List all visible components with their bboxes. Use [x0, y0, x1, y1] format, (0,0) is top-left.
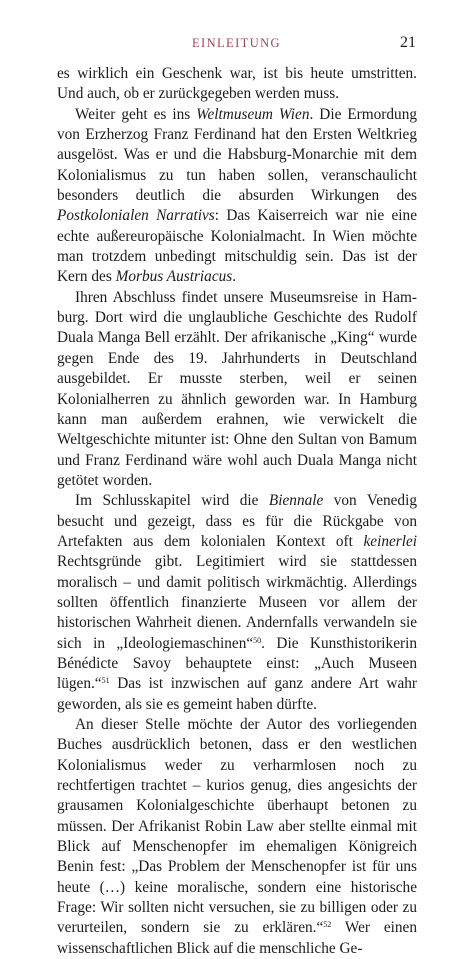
italic-text: Weltmuseum Wien [196, 105, 310, 123]
running-head [0, 34, 473, 54]
text-run: von Venedig besucht und gezeigt, dass es für die Rückgabe von Artefakten aus dem kolonialen Kontext oft [57, 492, 417, 550]
body-text [57, 64, 417, 959]
text-run: Im Schlusskapitel wird die [75, 492, 269, 510]
paragraph [57, 288, 417, 491]
text-run: Weiter geht es ins [75, 105, 197, 123]
paragraph [57, 491, 417, 715]
text-run: Rechtsgründe gibt. Legitimiert wird sie stattdessen moralisch – und damit politisch wirkmächtig. Allerdings sollten öffentlich finanzierte Museen vor allem der historischen Wahrheit dienen. Andernfalls verwandeln sie sich in „Ideologiemaschinen“ [57, 553, 417, 652]
chapter-title: EINLEITUNG [192, 36, 281, 50]
text-run: . Die Kunsthistorikerin Bénédicte Savoy behauptete einst: „Auch Museen lügen.“ [57, 634, 417, 693]
italic-text: Biennale [268, 492, 324, 510]
text-run: . [232, 268, 237, 286]
italic-text: Postkolonialen Narrativs [57, 207, 215, 225]
footnote-ref: 50 [253, 635, 262, 645]
text-run: : Das Kaiserreich war nie eine echte außereuropäische Kolonialmacht. In Wien möchte man trotzdem unbedingt mitschuldig sein. Das ist der Kern des [57, 207, 417, 286]
paragraph [57, 715, 417, 959]
italic-text: Morbus Austriacus [115, 268, 233, 286]
page-number: 21 [400, 34, 416, 51]
footnote-ref: 51 [101, 676, 110, 686]
text-run: Das ist inzwischen auf ganz andere Art wahr geworden, als sie es gemeint haben dürfte. [57, 675, 417, 713]
text-run: Wer einen wissenschaftlichen Blick auf die menschliche Ge- [57, 919, 417, 957]
text-run: . Die Ermordung von Erzherzog Franz Ferdinand hat den Ersten Weltkrieg ausgelöst. Was er und die Habsburg-Monarchie mit dem Kolonialismus zu tun haben sollen, veranschaulicht besonders deutlich die absurden Wirkungen des [57, 105, 417, 205]
footnote-ref: 52 [323, 920, 332, 930]
paragraph [57, 105, 417, 288]
text-run: Ihren Abschluss findet unsere Museumsreise in Hamburg. Dort wird die unglaubliche Geschichte des Rudolf Duala Manga Bell erzählt. Der afrikanische „King“ wurde gegen Ende des 19. Jahrhunderts in Deutschland ausgebildet. Er musste sterben, weil er seinen Kolonialherren zu ähnlich geworden war. In Hamburg kann man außerdem erahnen, wie verwickelt die Weltgeschichte mitunter ist: Ohne den Sultan von Bamum und Franz Ferdinand wäre wohl auch Duala Manga nicht getötet worden. [57, 288, 417, 489]
paragraph [57, 64, 417, 105]
text-run: es wirklich ein Geschenk war, ist bis heute umstritten. Und auch, ob er zurückgegeben werden muss. [57, 65, 417, 103]
text-run: An dieser Stelle möchte der Autor des vorliegenden Buches ausdrücklich betonen, dass er den westlichen Kolonialismus weder zu verharmlosen noch zu rechtfertigen trachtet – kurios genug, dies angesichts der grausamen Kolonialgeschichte überhaupt betonen zu müssen. Der Afrikanist Robin Law aber stellte einmal mit Blick auf Menschenopfer im ehemaligen Königreich Benin fest: „Das Problem der Menschenopfer ist für uns heute (…) keine moralische, sondern eine historische Frage: Wir sollten nicht versuchen, sie zu billigen oder zu verurteilen, sondern sie zu erklären.“ [57, 716, 417, 937]
italic-text: keinerlei [363, 532, 417, 550]
